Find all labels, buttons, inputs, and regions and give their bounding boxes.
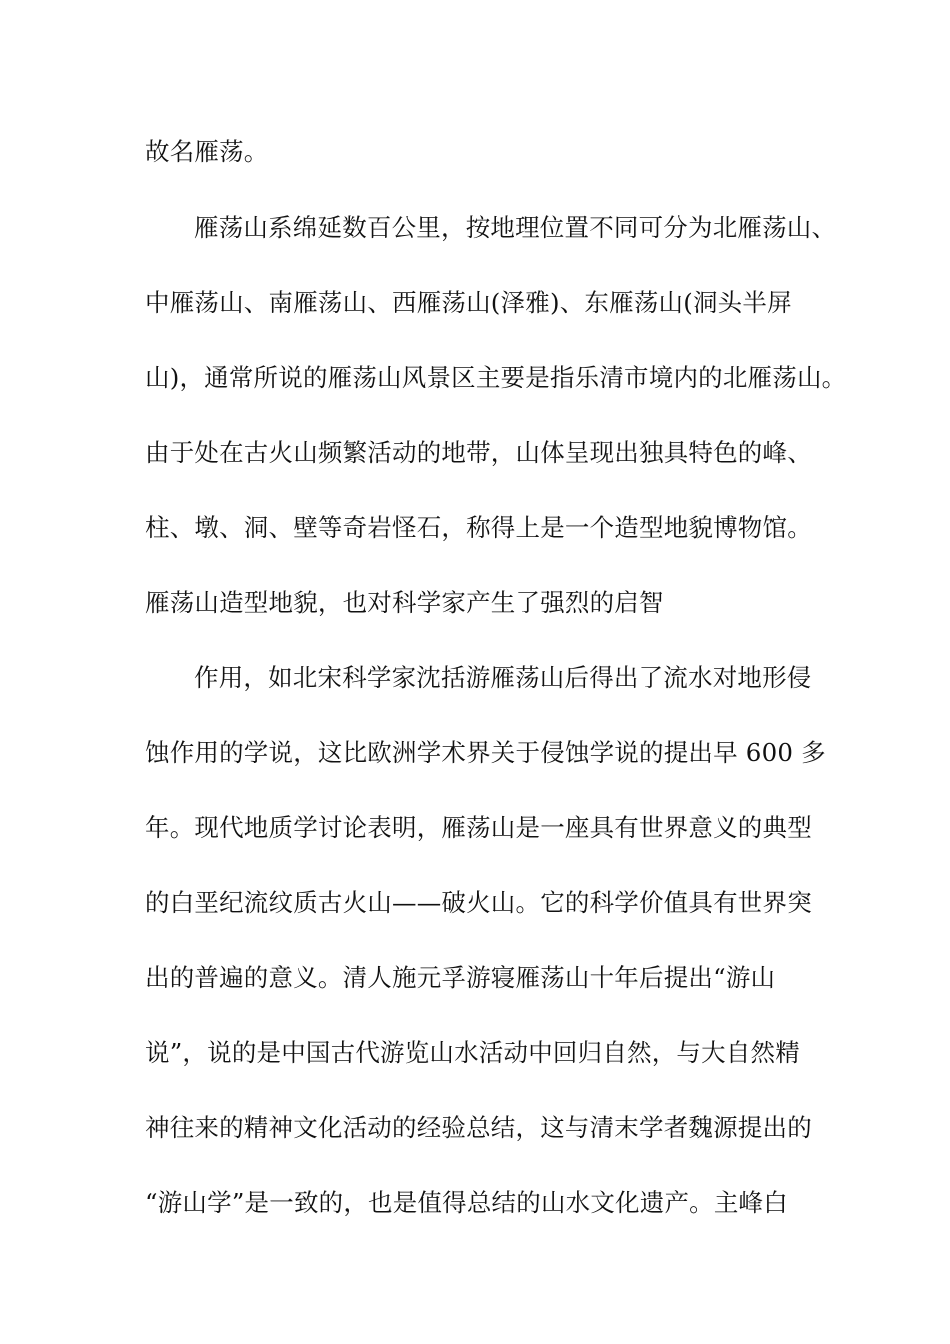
text-line: 作用，如北宋科学家沈括游雁荡山后得出了流水对地形侵	[194, 663, 812, 692]
text-line: 中雁荡山、南雁荡山、西雁荡山(泽雅)、东雁荡山(洞头半屏	[145, 288, 792, 317]
text-line: 雁荡山造型地貌，也对科学家产生了强烈的启智	[145, 588, 664, 617]
text-line: 的白垩纪流纹质古火山——破火山。它的科学价值具有世界突	[145, 888, 812, 917]
text-line: 雁荡山系绵延数百公里，按地理位置不同可分为北雁荡山、	[194, 213, 837, 242]
text-line: 蚀作用的学说，这比欧洲学术界关于侵蚀学说的提出早 600 多	[145, 738, 826, 767]
text-line: 柱、墩、洞、壁等奇岩怪石，称得上是一个造型地貌博物馆。	[145, 513, 812, 542]
text-line: “游山学”是一致的，也是值得总结的山水文化遗产。主峰白	[145, 1188, 788, 1217]
text-line: 出的普遍的意义。清人施元孚游寝雁荡山十年后提出“游山	[145, 963, 776, 992]
text-line: 山)，通常所说的雁荡山风景区主要是指乐清市境内的北雁荡山。	[145, 363, 847, 392]
text-line: 故名雁荡。	[145, 137, 269, 166]
text-line: 说”，说的是中国古代游览山水活动中回归自然，与大自然精	[145, 1038, 800, 1067]
text-line: 由于处在古火山频繁活动的地带，山体呈现出独具特色的峰、	[145, 438, 812, 467]
text-line: 年。现代地质学讨论表明，雁荡山是一座具有世界意义的典型	[145, 813, 812, 842]
text-line: 神往来的精神文化活动的经验总结，这与清末学者魏源提出的	[145, 1113, 812, 1142]
